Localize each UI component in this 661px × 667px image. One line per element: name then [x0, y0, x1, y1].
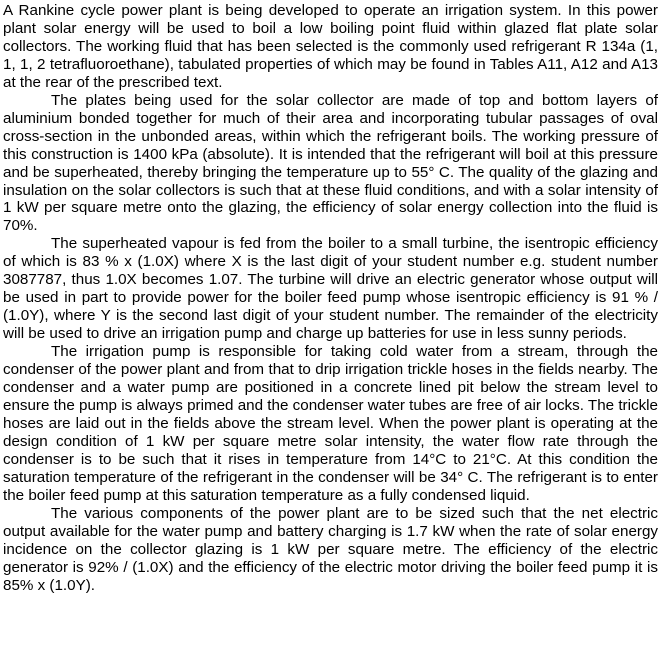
- paragraph-irrigation-pump: The irrigation pump is responsible for taking cold water from a stream, through the condenser of the power plant and from that to drip irrigation trickle hoses in the fields nearby. The condenser and a water pump are positioned in a concrete lined pit below the stream level to ensure the pump is always primed and the condenser water tubes are free of air locks. The trickle hoses are laid out in the fields above the stream level. When the power plant is operating at the design condition of 1 kW per square metre solar intensity, the water flow rate through the condenser is to be such that it rises in temperature from 14°C to 21°C. At this condition the saturation temperature of the refrigerant in the condenser will be 34° C. The refrigerant is to enter the boiler feed pump at this saturation temperature as a fully condensed liquid.: [3, 343, 658, 504]
- paragraph-solar-collector: The plates being used for the solar collector are made of top and bottom layers of aluminium bonded together for much of their area and incorporating tubular passages of oval cross-section in the unbonded areas, within which the refrigerant boils. The working pressure of this construction is 1400 kPa (absolute). It is intended that the refrigerant will boil at this pressure and be superheated, thereby bringing the temperature up to 55° C. The quality of the glazing and insulation on the solar collectors is such that at these fluid conditions, and with a solar intensity of 1 kW per square metre onto the glazing, the efficiency of solar energy collection into the fluid is 70%.: [3, 91, 658, 235]
- paragraph-turbine: The superheated vapour is fed from the boiler to a small turbine, the isentropic efficiency of which is 83 % x (1.0X) where X is the last digit of your student number e.g. student number 3087787, thus 1.0X becomes 1.07. The turbine will drive an electric generator whose output will be used in part to provide power for the boiler feed pump whose isentropic efficiency is 91 % / (1.0Y), where Y is the second last digit of your student number. The remainder of the electricity will be used to drive an irrigation pump and charge up batteries for use in less sunny periods.: [3, 235, 658, 343]
- paragraph-sizing: The various components of the power plant are to be sized such that the net electric output available for the water pump and battery charging is 1.7 kW when the rate of solar energy incidence on the collector glazing is 1 kW per square metre. The efficiency of the electric generator is 92% / (1.0X) and the efficiency of the electric motor driving the boiler feed pump it is 85% x (1.0Y).: [3, 504, 658, 594]
- paragraph-intro: A Rankine cycle power plant is being developed to operate an irrigation system. In this power plant solar energy will be used to boil a low boiling point fluid within glazed flat plate solar collectors. The working fluid that has been selected is the commonly used refrigerant R 134a (1, 1, 1, 2 tetrafluoroethane), tabulated properties of which may be found in Tables A11, A12 and A13 at the rear of the prescribed text.: [3, 2, 658, 91]
